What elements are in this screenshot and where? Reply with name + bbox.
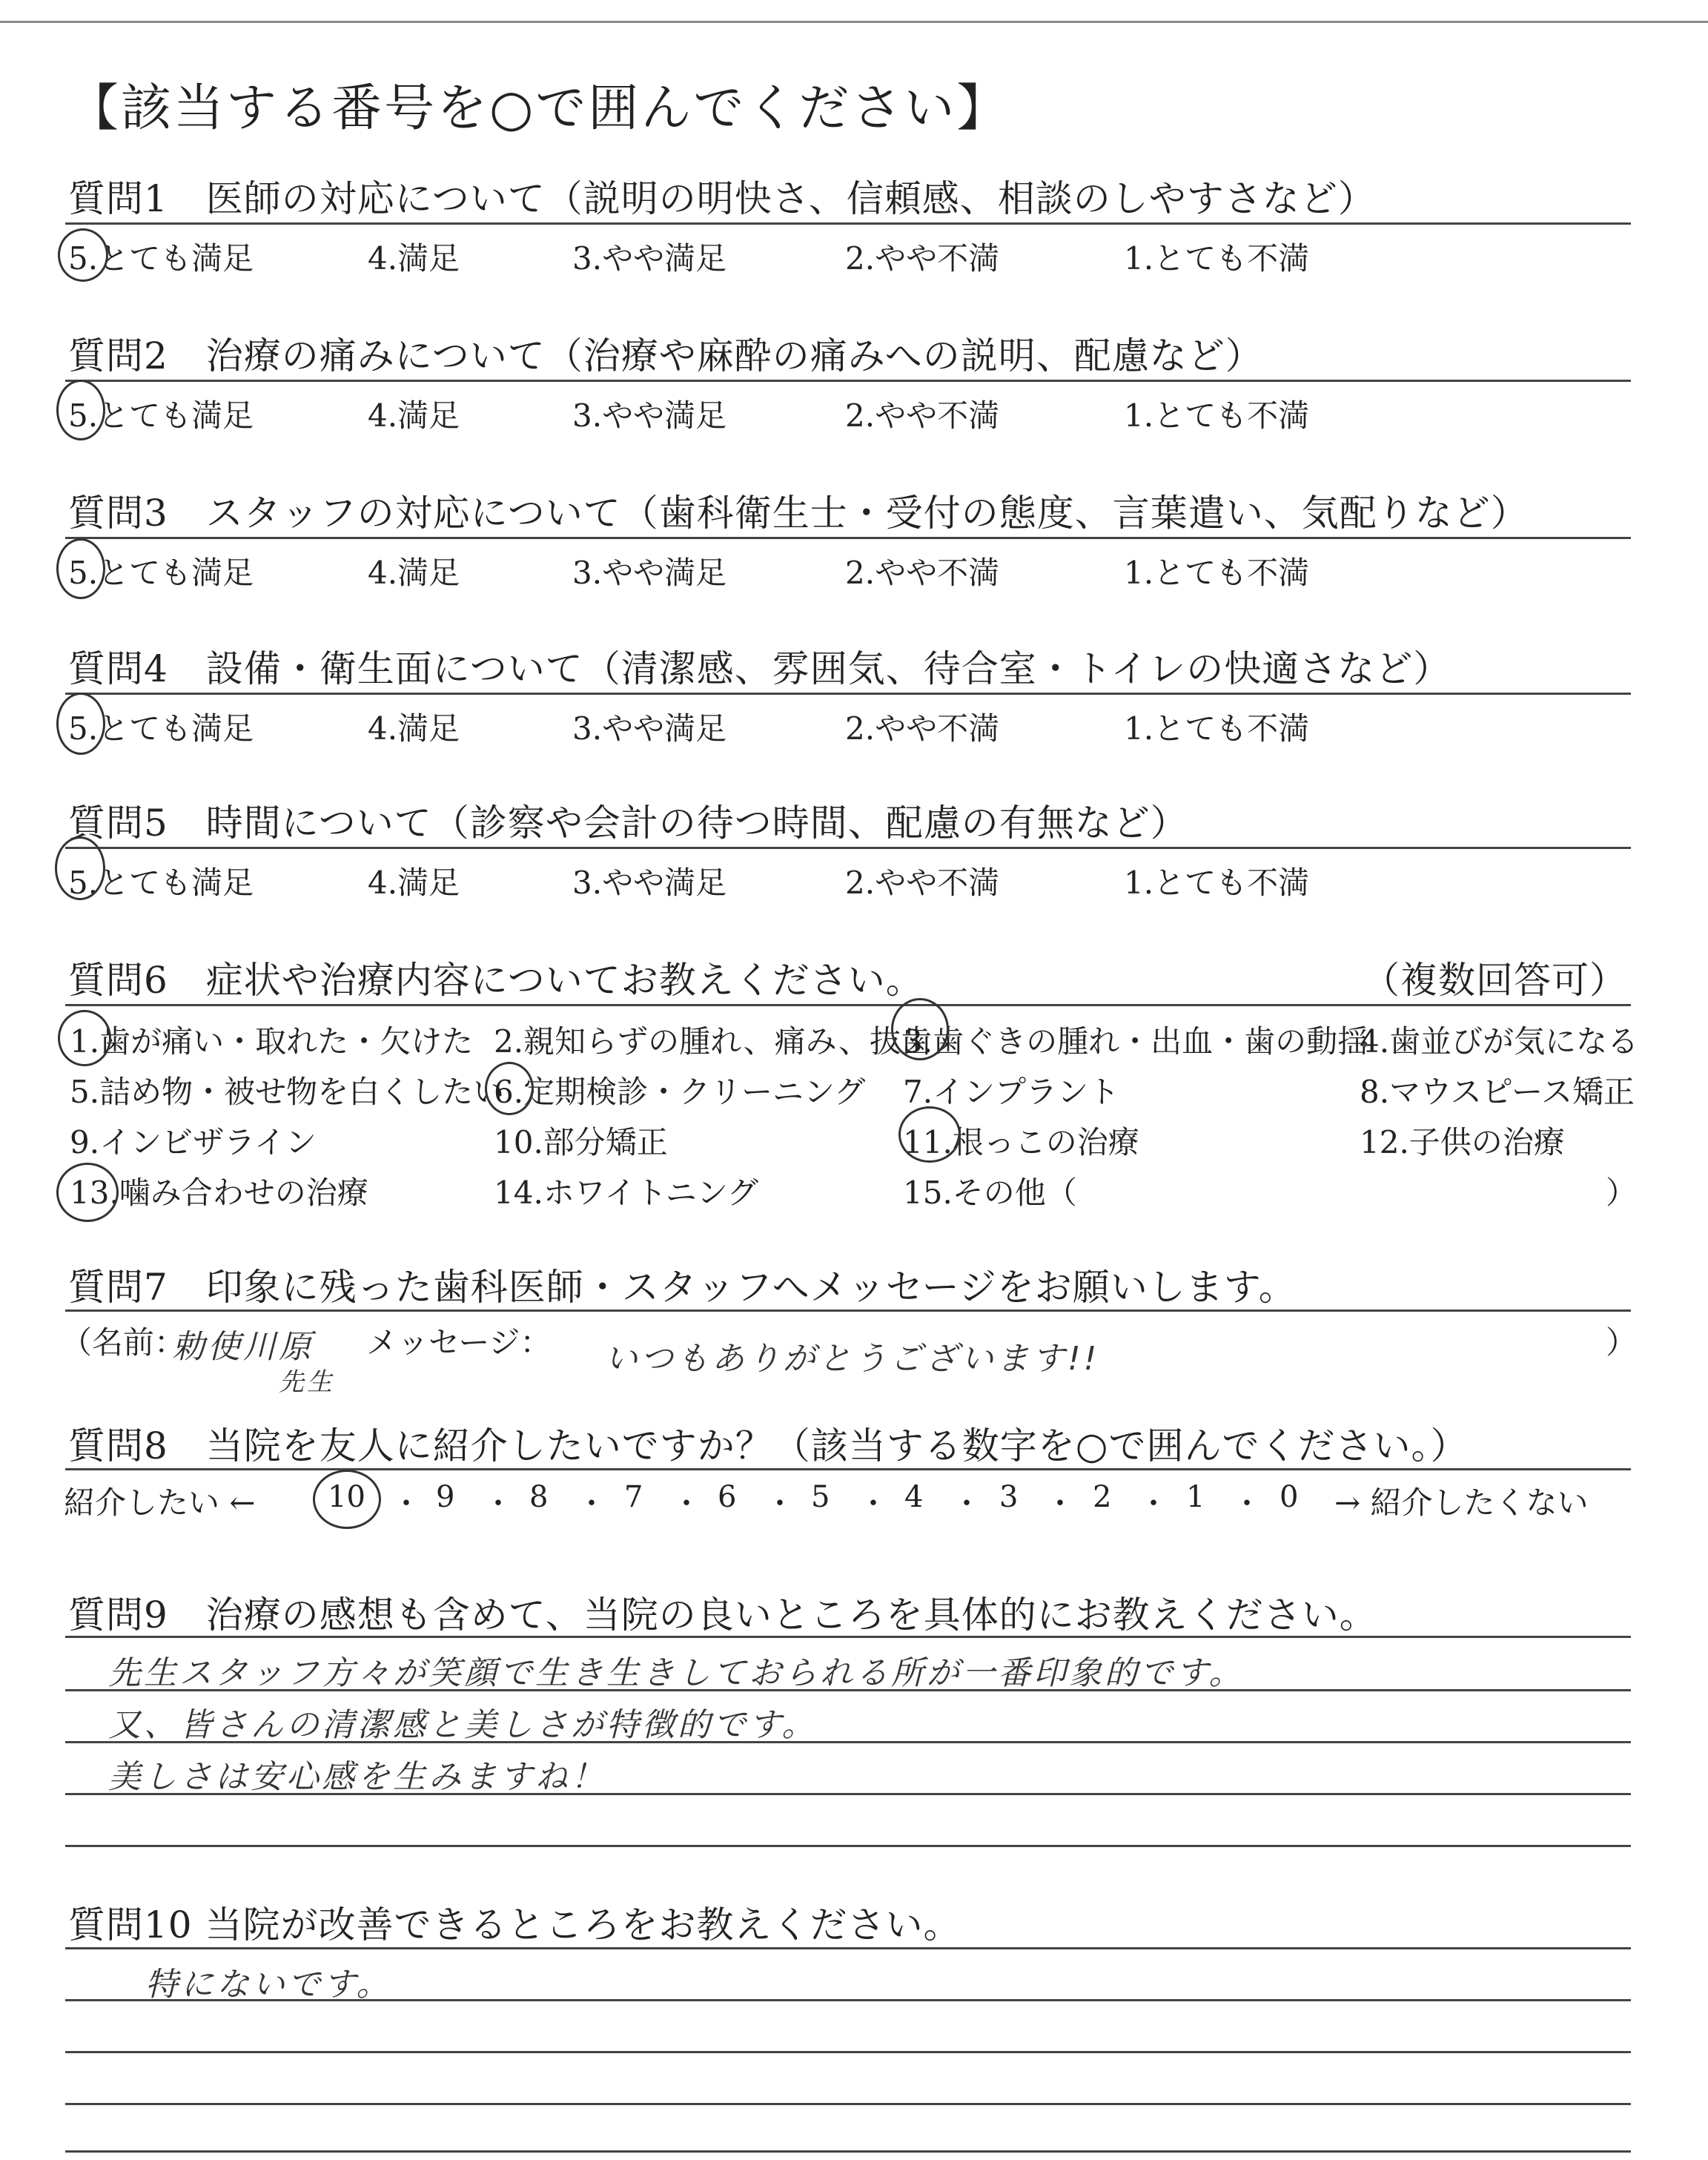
q8-scale-dot: ・	[577, 1487, 606, 1521]
q2-option-2[interactable]: 2.やや不満	[845, 397, 1000, 434]
q6-selection-circle-3	[891, 998, 949, 1060]
q8-scale-dot: ・	[672, 1487, 701, 1521]
q8-scale-dot: ・	[483, 1487, 513, 1521]
q9-handwritten-line-1: 先生スタッフ方々が笑顔で生き生きしておられる所が一番印象的です。	[108, 1654, 1245, 1692]
q1-option-5[interactable]: 5.とても満足	[68, 240, 254, 277]
q8-scale-8[interactable]: 8	[529, 1480, 549, 1514]
q1-option-3[interactable]: 3.やや満足	[572, 240, 727, 277]
q8-title: 質問8 当院を友人に紹介したいですか？（該当する数字を○で囲んでください。）	[68, 1424, 1469, 1467]
q7-rule	[65, 1309, 1631, 1312]
q6-option-13[interactable]: 13.噛み合わせの治療	[70, 1175, 368, 1211]
q7-close-paren: ）	[1606, 1324, 1638, 1361]
form-header: 【該当する番号を○で囲んでください】	[68, 79, 1010, 138]
q1-selection-circle	[58, 228, 108, 282]
q4-option-2[interactable]: 2.やや不満	[845, 710, 1000, 747]
q8-scale-3[interactable]: 3	[999, 1480, 1019, 1514]
q1-rule	[65, 222, 1631, 225]
q5-option-2[interactable]: 2.やや不満	[845, 865, 1000, 901]
q8-scale-dot: ・	[858, 1487, 888, 1521]
q9-rule-1	[65, 1636, 1631, 1638]
q5-option-4[interactable]: 4.満足	[368, 865, 460, 901]
q4-title: 質問4 設備・衛生面について（清潔感、雰囲気、待合室・トイレの快適さなど）	[68, 647, 1452, 690]
q4-rule	[65, 693, 1631, 695]
q6-option-6[interactable]: 6.定期検診・クリーニング	[494, 1074, 866, 1110]
q6-option-4[interactable]: 4.歯並びが気になる	[1360, 1023, 1639, 1060]
q1-title: 質問1 医師の対応について（説明の明快さ、信頼感、相談のしやすさなど）	[68, 177, 1376, 220]
q6-option-1[interactable]: 1.歯が痛い・取れた・欠けた	[70, 1023, 474, 1060]
q6-option-7[interactable]: 7.インプラント	[903, 1074, 1120, 1110]
q6-option-15[interactable]: 15.その他（	[903, 1175, 1077, 1211]
q6-option-14[interactable]: 14.ホワイトニング	[494, 1175, 759, 1211]
q7-message-label: メッセージ：	[366, 1324, 552, 1361]
q7-name-suffix-handwritten: 先生	[279, 1367, 335, 1397]
q8-rule	[65, 1468, 1631, 1470]
q6-option-11[interactable]: 11.根っこの治療	[903, 1124, 1139, 1160]
q8-selection-circle	[313, 1470, 381, 1529]
q5-rule	[65, 847, 1631, 849]
q8-left-label: 紹介したい ←	[64, 1484, 256, 1521]
q8-scale-5[interactable]: 5	[811, 1480, 830, 1514]
q4-option-1[interactable]: 1.とても不満	[1124, 710, 1310, 747]
q8-scale-dot: ・	[765, 1487, 795, 1521]
q2-option-4[interactable]: 4.満足	[368, 397, 460, 434]
q6-other-close: ）	[1606, 1175, 1638, 1211]
q10-rule-1	[65, 1947, 1631, 1949]
q8-scale-dot: ・	[1232, 1487, 1262, 1521]
q3-option-4[interactable]: 4.満足	[368, 555, 460, 591]
q6-selection-circle-1	[58, 1010, 111, 1066]
q2-rule	[65, 380, 1631, 382]
q8-scale-dot: ・	[952, 1487, 982, 1521]
q2-option-3[interactable]: 3.やや満足	[572, 397, 727, 434]
q2-option-5[interactable]: 5.とても満足	[68, 397, 254, 434]
q4-option-4[interactable]: 4.満足	[368, 710, 460, 747]
q8-scale-10[interactable]: 10	[328, 1480, 365, 1514]
q8-scale-0[interactable]: 0	[1280, 1480, 1299, 1514]
q7-name-label: （名前：	[61, 1324, 186, 1361]
q4-option-5[interactable]: 5.とても満足	[68, 710, 254, 747]
q10-handwritten-line-1: 特にないです。	[145, 1966, 392, 2004]
q3-title: 質問3 スタッフの対応について（歯科衛生士・受付の態度、言葉遣い、気配りなど）	[68, 492, 1529, 535]
q8-right-label: → 紹介したくない	[1334, 1484, 1589, 1521]
q5-title: 質問5 時間について（診察や会計の待つ時間、配慮の有無など）	[68, 802, 1188, 845]
q8-scale-dot: ・	[1045, 1487, 1075, 1521]
page-top-edge	[0, 21, 1708, 23]
q9-handwritten-line-2: 又、皆さんの清潔感と美しさが特徴的です。	[108, 1706, 818, 1744]
q6-multiple-note: （複数回答可）	[1363, 959, 1627, 1002]
q4-option-3[interactable]: 3.やや満足	[572, 710, 727, 747]
q10-rule-4	[65, 2103, 1631, 2105]
q8-scale-4[interactable]: 4	[904, 1480, 924, 1514]
q2-option-1[interactable]: 1.とても不満	[1124, 397, 1310, 434]
q7-title: 質問7 印象に残った歯科医師・スタッフへメッセージをお願いします。	[68, 1266, 1297, 1309]
q1-option-4[interactable]: 4.満足	[368, 240, 460, 277]
q8-scale-6[interactable]: 6	[718, 1480, 737, 1514]
q9-handwritten-line-3: 美しさは安心感を生みますね！	[108, 1758, 606, 1796]
q10-rule-3	[65, 2051, 1631, 2053]
q8-scale-2[interactable]: 2	[1093, 1480, 1112, 1514]
q5-selection-circle	[55, 836, 105, 900]
q6-option-3[interactable]: 3.歯ぐきの腫れ・出血・歯の動揺	[903, 1023, 1369, 1060]
q3-option-5[interactable]: 5.とても満足	[68, 555, 254, 591]
q7-name-handwritten: 勅使川原	[172, 1328, 314, 1366]
q8-scale-7[interactable]: 7	[624, 1480, 643, 1514]
q1-option-2[interactable]: 2.やや不満	[845, 240, 1000, 277]
q6-option-12[interactable]: 12.子供の治療	[1360, 1124, 1565, 1160]
q6-title: 質問6 症状や治療内容についてお教えください。	[68, 959, 924, 1002]
q1-option-1[interactable]: 1.とても不満	[1124, 240, 1310, 277]
q6-selection-circle-6	[485, 1062, 534, 1115]
q6-option-2[interactable]: 2.親知らずの腫れ、痛み、抜歯	[494, 1023, 933, 1060]
q6-option-9[interactable]: 9.インビザライン	[70, 1124, 317, 1160]
q2-selection-circle	[56, 380, 105, 440]
q6-option-8[interactable]: 8.マウスピース矯正	[1360, 1074, 1635, 1110]
q6-rule	[65, 1004, 1631, 1006]
q8-scale-dot: ・	[1139, 1487, 1168, 1521]
q8-scale-dot: ・	[391, 1487, 421, 1521]
q2-title: 質問2 治療の痛みについて（治療や麻酔の痛みへの説明、配慮など）	[68, 334, 1263, 377]
q6-option-10[interactable]: 10.部分矯正	[494, 1124, 668, 1160]
q10-title: 質問10 当院が改善できるところをお教えください。	[68, 1903, 961, 1946]
q3-selection-circle	[56, 538, 105, 599]
q3-rule	[65, 537, 1631, 539]
q9-rule-5	[65, 1845, 1631, 1847]
q10-rule-5	[65, 2150, 1631, 2153]
q7-message-handwritten: いつもありがとうございます!!	[605, 1340, 1100, 1378]
q8-scale-1[interactable]: 1	[1186, 1480, 1205, 1514]
q6-selection-circle-11	[898, 1106, 961, 1163]
q5-option-5[interactable]: 5.とても満足	[68, 865, 254, 901]
q8-scale-9[interactable]: 9	[436, 1480, 455, 1514]
q3-option-1[interactable]: 1.とても不満	[1124, 555, 1310, 591]
q3-option-3[interactable]: 3.やや満足	[572, 555, 727, 591]
q3-option-2[interactable]: 2.やや不満	[845, 555, 1000, 591]
q5-option-1[interactable]: 1.とても不満	[1124, 865, 1310, 901]
q9-title: 質問9 治療の感想も含めて、当院の良いところを具体的にお教えください。	[68, 1593, 1377, 1636]
q5-option-3[interactable]: 3.やや満足	[572, 865, 727, 901]
q6-selection-circle-13	[56, 1163, 119, 1222]
q6-option-5[interactable]: 5.詰め物・被せ物を白くしたい	[70, 1074, 505, 1110]
q4-selection-circle	[56, 693, 105, 755]
